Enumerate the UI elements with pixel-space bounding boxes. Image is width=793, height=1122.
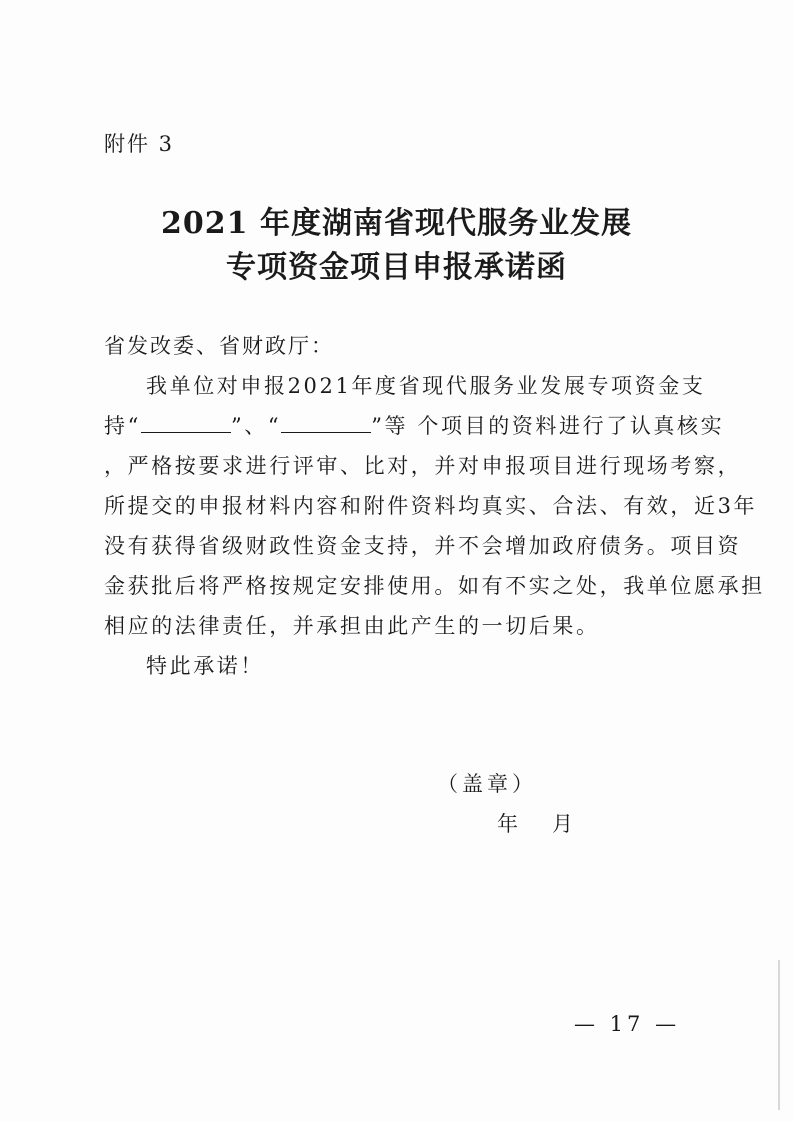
seal-label: （盖章） [437, 772, 537, 796]
date-month: 月 [552, 812, 573, 836]
attachment-label: 附件 3 [104, 132, 175, 156]
addressee: 省发改委、省财政厅： [104, 334, 334, 358]
scan-edge-mark [778, 960, 780, 1110]
title-line-1: 2021 年度湖南省现代服务业发展 [161, 206, 632, 241]
body-line-2-part-c: ”等 个项目的资料进行了认真核实 [371, 414, 725, 438]
body-line-2 [104, 410, 725, 440]
project-name-blank-1 [141, 418, 231, 433]
body-line-3: ，严格按要求进行评审、比对，并对申报项目进行现场考察， [104, 454, 742, 478]
body-line-2-part-b: ”、“ [230, 414, 282, 438]
body-line-7: 相应的法律责任，并承担由此产生的一切后果。 [104, 614, 600, 638]
project-name-blank-2 [281, 418, 371, 433]
body-line-5: 没有获得省级财政性资金支持，并不会增加政府债务。项目资 [104, 534, 742, 558]
date-year: 年 [497, 812, 518, 836]
title-line-2: 专项资金项目申报承诺函 [226, 250, 567, 285]
body-line-6: 金获批后将严格按规定安排使用。如有不实之处，我单位愿承担 [104, 574, 765, 598]
date-line [497, 808, 573, 838]
body-line-2-part-a: 持“ [104, 414, 141, 438]
closing-line: 特此承诺！ [146, 654, 264, 678]
page-number: — 17 — [574, 1012, 681, 1036]
body-line-4: 所提交的申报材料内容和附件资料均真实、合法、有效，近3年 [104, 494, 758, 518]
body-line-1: 我单位对申报2021年度省现代服务业发展专项资金支 [146, 374, 706, 398]
